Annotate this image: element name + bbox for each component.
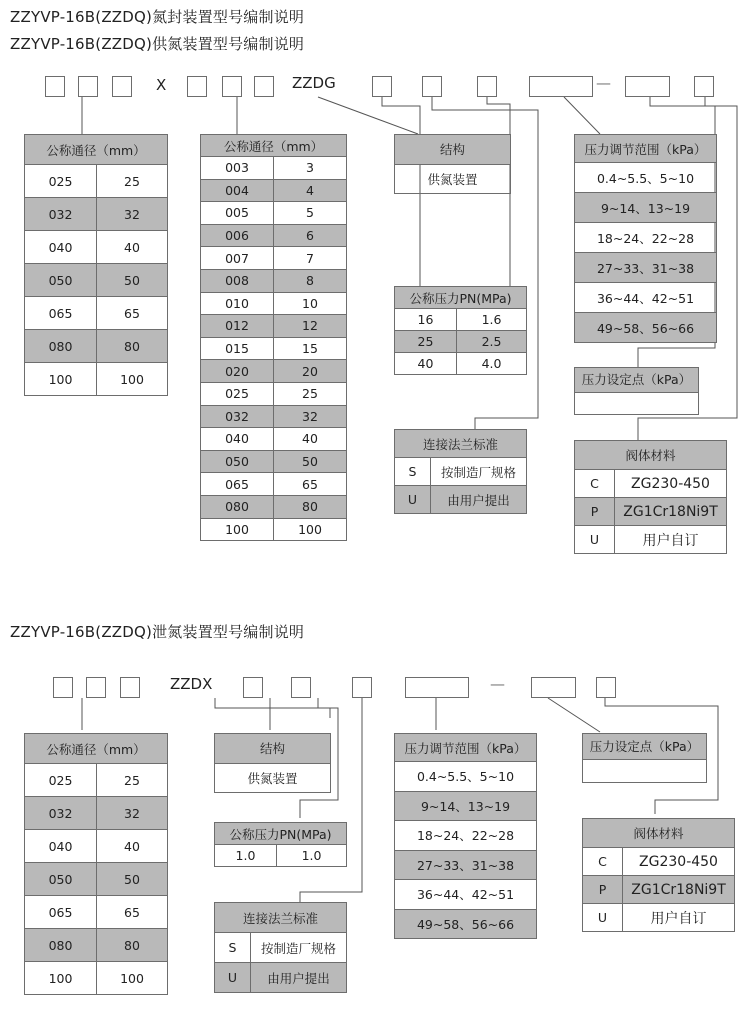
range-table	[574, 134, 717, 343]
s2-range-table-row	[395, 909, 537, 939]
range-table-row	[575, 193, 717, 223]
material-table-cell: C	[575, 470, 615, 498]
s2-pressure-table	[214, 822, 347, 867]
pressure-table-cell: 4.0	[457, 353, 527, 375]
dn-table-2-cell: 040	[201, 428, 274, 451]
material-table-cell: U	[575, 526, 615, 554]
s2-code-box-structure	[243, 677, 263, 698]
dn-table-1-row	[25, 264, 168, 297]
s2-range-table	[394, 733, 537, 939]
structure-header: 结构	[395, 135, 510, 165]
s2-material-table-cell: P	[583, 876, 623, 904]
range-table-cell: 9~14、13~19	[575, 193, 717, 223]
dn-table-1-cell: 032	[25, 198, 97, 231]
flange-table-row	[395, 458, 527, 486]
dn-table-2-row	[201, 337, 347, 360]
dn-table-2-cell: 012	[201, 315, 274, 338]
dn-table-1-cell: 80	[97, 330, 168, 363]
s2-structure-header: 结构	[215, 734, 330, 764]
range-table-row	[575, 163, 717, 193]
pressure-table-cell: 40	[395, 353, 457, 375]
dn-table-2-row	[25, 830, 168, 863]
dn-table-2-cell: 40	[274, 428, 347, 451]
pressure-table-cell: 2.5	[457, 331, 527, 353]
dn-table-2-row	[201, 292, 347, 315]
s2-material-table-cell: ZG230-450	[623, 848, 735, 876]
s2-range-table-row	[395, 880, 537, 910]
dn-table-2-cell: 65	[97, 896, 168, 929]
s2-code-box-dn-2	[86, 677, 106, 698]
flange-table-cell: S	[395, 458, 431, 486]
dn-table-2-cell: 050	[201, 450, 274, 473]
setpoint-value	[575, 393, 698, 416]
dn-table-1-cell: 50	[97, 264, 168, 297]
code-box-flange	[477, 76, 497, 97]
code-x: X	[156, 76, 167, 94]
dn-table-1-row	[25, 330, 168, 363]
code-box-material	[694, 76, 714, 97]
dn-table-2-cell: 15	[274, 337, 347, 360]
s2-range-table-cell: 49~58、56~66	[395, 909, 537, 939]
s2-pressure-header: 公称压力PN(MPa)	[215, 823, 347, 845]
code-box-dn2-2	[222, 76, 242, 97]
dn-table-2-cell: 020	[201, 360, 274, 383]
dn-table-2-row	[201, 202, 347, 225]
flange-header: 连接法兰标准	[395, 430, 527, 458]
material-table-row	[575, 470, 727, 498]
dn-table-2-row	[25, 863, 168, 896]
code-box-dn2-3	[254, 76, 274, 97]
dn-table-2-cell: 015	[201, 337, 274, 360]
s2-flange-table-cell: 由用户提出	[251, 963, 347, 993]
material-table-row	[575, 526, 727, 554]
material-table	[574, 440, 727, 554]
dn-table-2-row	[201, 450, 347, 473]
pressure-table-row	[395, 353, 527, 375]
structure-table	[394, 134, 511, 194]
setpoint-header: 压力设定点（kPa）	[575, 368, 698, 393]
dn-table-2-row	[25, 764, 168, 797]
s2-flange-table-cell: S	[215, 933, 251, 963]
flange-table-cell: U	[395, 486, 431, 514]
s2-range-table-row	[395, 821, 537, 851]
pressure-table-cell: 1.6	[457, 309, 527, 331]
dn-table-2-cell: 080	[25, 929, 97, 962]
s2-structure-value: 供氮装置	[247, 771, 298, 786]
range-table-cell: 0.4~5.5、5~10	[575, 163, 717, 193]
dn-table-2-cell: 100	[201, 518, 274, 541]
title-nitrogen-release: ZZYVP-16B(ZZDQ)泄氮装置型号编制说明	[10, 623, 305, 641]
range-table-cell: 49~58、56~66	[575, 313, 717, 343]
dn-table-1-row	[25, 231, 168, 264]
dn-table-2-cell: 12	[274, 315, 347, 338]
s2-range-table-row	[395, 762, 537, 792]
code-zzdg: ZZDG	[292, 74, 336, 92]
dn-table-1-cell: 080	[25, 330, 97, 363]
flange-table-cell: 按制造厂规格	[431, 458, 527, 486]
dn-table-2-cell: 050	[25, 863, 97, 896]
dn-table-2-row	[25, 797, 168, 830]
s2-material-table-row	[583, 904, 735, 932]
range-table-cell: 36~44、42~51	[575, 283, 717, 313]
dn-table-2-cell: 100	[25, 962, 97, 995]
s2-setpoint-value	[583, 760, 706, 784]
dn-table-2-row	[25, 896, 168, 929]
dn-table-2-row	[201, 473, 347, 496]
s2-material-table-cell: C	[583, 848, 623, 876]
dn-table-2-row	[201, 315, 347, 338]
dn-table-2-cell: 6	[274, 224, 347, 247]
dn-table-2-cell: 032	[201, 405, 274, 428]
s2-material-header: 阀体材料	[583, 819, 735, 848]
dn-table-2-cell: 008	[201, 269, 274, 292]
s2-dn-table-header: 公称通径（mm）	[25, 734, 168, 764]
dn-table-1-header: 公称通径（mm）	[25, 135, 168, 165]
dn-table-1-cell: 025	[25, 165, 97, 198]
range-table-row	[575, 313, 717, 343]
s2-flange-table	[214, 902, 347, 993]
dn-table-2-cell: 100	[97, 962, 168, 995]
code-dash: —	[596, 74, 611, 92]
dn-table-2-cell: 005	[201, 202, 274, 225]
dn-table-2-row	[201, 224, 347, 247]
code-box-pressure	[422, 76, 442, 97]
s2-code-box-flange	[352, 677, 372, 698]
dn-table-2-cell: 032	[25, 797, 97, 830]
dn-table-2-row	[201, 518, 347, 541]
s2-code-box-range	[405, 677, 469, 698]
material-table-cell: 用户自订	[615, 526, 727, 554]
s2-flange-table-cell: U	[215, 963, 251, 993]
code-zzdx: ZZDX	[170, 675, 213, 693]
dn-table-2-cell: 4	[274, 179, 347, 202]
dn-table-2-cell: 025	[201, 382, 274, 405]
range-table-row	[575, 223, 717, 253]
material-table-cell: P	[575, 498, 615, 526]
dn-table-2-cell: 50	[97, 863, 168, 896]
dn-table-2-cell: 10	[274, 292, 347, 315]
dn-table-2-row	[201, 157, 347, 180]
s2-range-table-cell: 0.4~5.5、5~10	[395, 762, 537, 792]
dn-table-2-cell: 065	[201, 473, 274, 496]
s2-setpoint-table	[582, 733, 707, 783]
dn-table-1	[24, 134, 168, 396]
dn-table-2-row	[201, 179, 347, 202]
pressure-table-cell: 25	[395, 331, 457, 353]
dn-table-1-cell: 32	[97, 198, 168, 231]
pressure-header: 公称压力PN(MPa)	[395, 287, 527, 309]
dn-table-2-cell: 003	[201, 157, 274, 180]
dn-table-2-cell: 010	[201, 292, 274, 315]
code-box-dn-2	[78, 76, 98, 97]
title-nitrogen-seal: ZZYVP-16B(ZZDQ)氮封装置型号编制说明	[10, 8, 305, 26]
dn-table-2-row	[201, 247, 347, 270]
dn-table-2-cell: 8	[274, 269, 347, 292]
s2-material-table-cell: ZG1Cr18Ni9T	[623, 876, 735, 904]
dn-table-1-cell: 65	[97, 297, 168, 330]
dn-table-2-row	[201, 269, 347, 292]
dn-table-2-row	[25, 929, 168, 962]
dn-table-2-cell: 80	[97, 929, 168, 962]
dn-table-2-cell: 32	[97, 797, 168, 830]
s2-code-dash: —	[490, 675, 505, 693]
s2-range-table-cell: 18~24、22~28	[395, 821, 537, 851]
pressure-table	[394, 286, 527, 375]
dn-table-2-cell: 080	[201, 495, 274, 518]
flange-table-row	[395, 486, 527, 514]
dn-table-2-cell: 065	[25, 896, 97, 929]
s2-code-box-dn-1	[53, 677, 73, 698]
s2-range-header: 压力调节范围（kPa）	[395, 734, 537, 762]
s2-material-table	[582, 818, 735, 932]
s2-material-table-cell: 用户自订	[623, 904, 735, 932]
s2-flange-header: 连接法兰标准	[215, 903, 347, 933]
dn-table-1-cell: 065	[25, 297, 97, 330]
material-header: 阀体材料	[575, 441, 727, 470]
pressure-table-row	[395, 331, 527, 353]
dn-table-2-row	[201, 360, 347, 383]
dn-table-2-cell: 100	[274, 518, 347, 541]
pressure-table-cell: 16	[395, 309, 457, 331]
code-box-structure	[372, 76, 392, 97]
title-nitrogen-supply: ZZYVP-16B(ZZDQ)供氮装置型号编制说明	[10, 35, 305, 53]
dn-table-1-cell: 25	[97, 165, 168, 198]
dn-table-2-cell: 50	[274, 450, 347, 473]
dn-table-2-cell: 32	[274, 405, 347, 428]
s2-code-box-setpoint	[531, 677, 576, 698]
material-table-cell: ZG230-450	[615, 470, 727, 498]
dn-table-2-cell: 80	[274, 495, 347, 518]
s2-range-table-cell: 9~14、13~19	[395, 791, 537, 821]
dn-table-1-row	[25, 198, 168, 231]
dn-table-1-row	[25, 297, 168, 330]
s2-code-box-dn-3	[120, 677, 140, 698]
s2-pressure-table-row	[215, 845, 347, 867]
s2-range-table-row	[395, 850, 537, 880]
dn-table-2-cell: 25	[274, 382, 347, 405]
code-box-dn2-1	[187, 76, 207, 97]
s2-pressure-table-cell: 1.0	[215, 845, 277, 867]
dn-table-2-cell: 040	[25, 830, 97, 863]
dn-table-1-row	[25, 363, 168, 396]
range-table-cell: 18~24、22~28	[575, 223, 717, 253]
s2-material-table-row	[583, 876, 735, 904]
dn-table-1-cell: 040	[25, 231, 97, 264]
dn-table-2-row	[201, 495, 347, 518]
dn-table-2-row	[25, 962, 168, 995]
s2-range-table-cell: 36~44、42~51	[395, 880, 537, 910]
s2-setpoint-header: 压力设定点（kPa）	[583, 734, 706, 760]
s2-flange-table-row	[215, 963, 347, 993]
dn-table-2-row	[201, 405, 347, 428]
dn-table-2-header: 公称通径（mm）	[201, 135, 347, 157]
structure-value: 供氮装置	[427, 172, 478, 187]
material-table-cell: ZG1Cr18Ni9T	[615, 498, 727, 526]
dn-table-2-cell: 3	[274, 157, 347, 180]
code-box-range	[529, 76, 593, 97]
dn-table-1-cell: 100	[25, 363, 97, 396]
range-table-cell: 27~33、31~38	[575, 253, 717, 283]
range-table-row	[575, 283, 717, 313]
dn-table-2-cell: 006	[201, 224, 274, 247]
range-header: 压力调节范围（kPa）	[575, 135, 717, 163]
dn-table-2-cell: 65	[274, 473, 347, 496]
dn-table-2-cell: 20	[274, 360, 347, 383]
material-table-row	[575, 498, 727, 526]
s2-code-box-material	[596, 677, 616, 698]
pressure-table-row	[395, 309, 527, 331]
s2-flange-table-row	[215, 933, 347, 963]
s2-flange-table-cell: 按制造厂规格	[251, 933, 347, 963]
setpoint-table	[574, 367, 699, 415]
flange-table	[394, 429, 527, 514]
dn-table-1-cell: 050	[25, 264, 97, 297]
range-table-row	[575, 253, 717, 283]
dn-table-2-cell: 25	[97, 764, 168, 797]
s2-range-table-row	[395, 791, 537, 821]
dn-table-1-row	[25, 165, 168, 198]
dn-table-2-cell: 5	[274, 202, 347, 225]
dn-table-2-cell: 40	[97, 830, 168, 863]
s2-pressure-table-cell: 1.0	[277, 845, 347, 867]
s2-material-table-cell: U	[583, 904, 623, 932]
s2-range-table-cell: 27~33、31~38	[395, 850, 537, 880]
dn-table-1-cell: 40	[97, 231, 168, 264]
s2-material-table-row	[583, 848, 735, 876]
dn-table-2-row	[201, 428, 347, 451]
flange-table-cell: 由用户提出	[431, 486, 527, 514]
code-box-setpoint	[625, 76, 670, 97]
s2-code-box-pressure	[291, 677, 311, 698]
s2-structure-table	[214, 733, 331, 793]
dn-table-2-cell: 004	[201, 179, 274, 202]
dn-table-2-cell: 7	[274, 247, 347, 270]
dn-table-2-cell: 007	[201, 247, 274, 270]
code-box-dn-1	[45, 76, 65, 97]
dn-table-2-row	[201, 382, 347, 405]
code-box-dn-3	[112, 76, 132, 97]
dn-table-1-cell: 100	[97, 363, 168, 396]
dn-table-2-cell: 025	[25, 764, 97, 797]
s2-dn-table	[24, 733, 168, 995]
dn-table-2	[200, 134, 347, 541]
